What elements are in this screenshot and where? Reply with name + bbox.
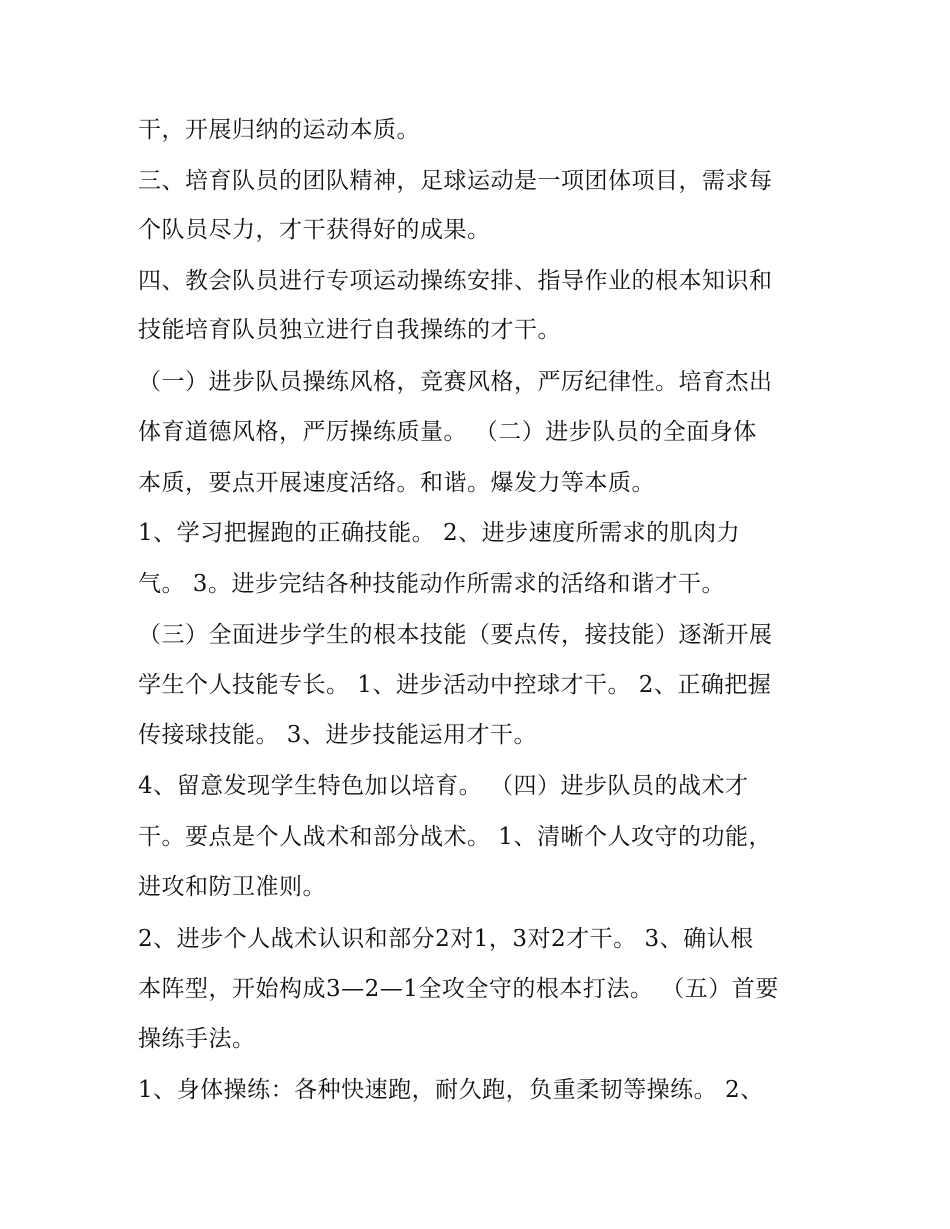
- text-line: 技能培育队员独立进行自我操练的才干。: [138, 317, 561, 343]
- text-line: 四、教会队员进行专项运动操练安排、指导作业的根本知识和: [138, 268, 773, 294]
- text-line: 操练手法。: [138, 1026, 256, 1052]
- text-line: 个队员尽力，才干获得好的成果。: [138, 217, 491, 243]
- text-line: 进攻和防卫准则。: [138, 874, 326, 900]
- text-line: 1、学习把握跑的正确技能。 2、进步速度所需求的肌肉力: [138, 520, 741, 546]
- text-line: 本阵型，开始构成3—2—1全攻全守的根本打法。 （五）首要: [138, 976, 779, 1002]
- text-line: 传接球技能。 3、进步技能运用才干。: [138, 722, 537, 748]
- text-line: 本质，要点开展速度活络。和谐。爆发力等本质。: [138, 470, 655, 496]
- text-line: 学生个人技能专长。 1、进步活动中控球才干。 2、正确把握: [138, 672, 772, 698]
- text-line: 干，开展归纳的运动本质。: [138, 117, 420, 143]
- text-line: 三、培育队员的团队精神，足球运动是一项团体项目，需求每: [138, 168, 773, 194]
- text-line: （一）进步队员操练风格，竞赛风格，严厉纪律性。培育杰出: [138, 369, 773, 395]
- text-line: （三）全面进步学生的根本技能（要点传，接技能）逐渐开展: [138, 622, 773, 648]
- text-line: 4、留意发现学生特色加以培育。 （四）进步队员的战术才: [138, 773, 749, 799]
- text-line: 2、进步个人战术认识和部分2对1，3对2才干。 3、确认根: [138, 926, 754, 952]
- text-line: 体育道德风格，严厉操练质量。 （二）进步队员的全面身体: [138, 419, 757, 445]
- text-line: 1、身体操练：各种快速跑，耐久跑，负重柔韧等操练。 2、: [138, 1077, 764, 1103]
- text-line: 气。 3。进步完结各种技能动作所需求的活络和谐才干。: [138, 571, 725, 597]
- text-line: 干。要点是个人战术和部分战术。 1、清晰个人攻守的功能，: [138, 824, 772, 850]
